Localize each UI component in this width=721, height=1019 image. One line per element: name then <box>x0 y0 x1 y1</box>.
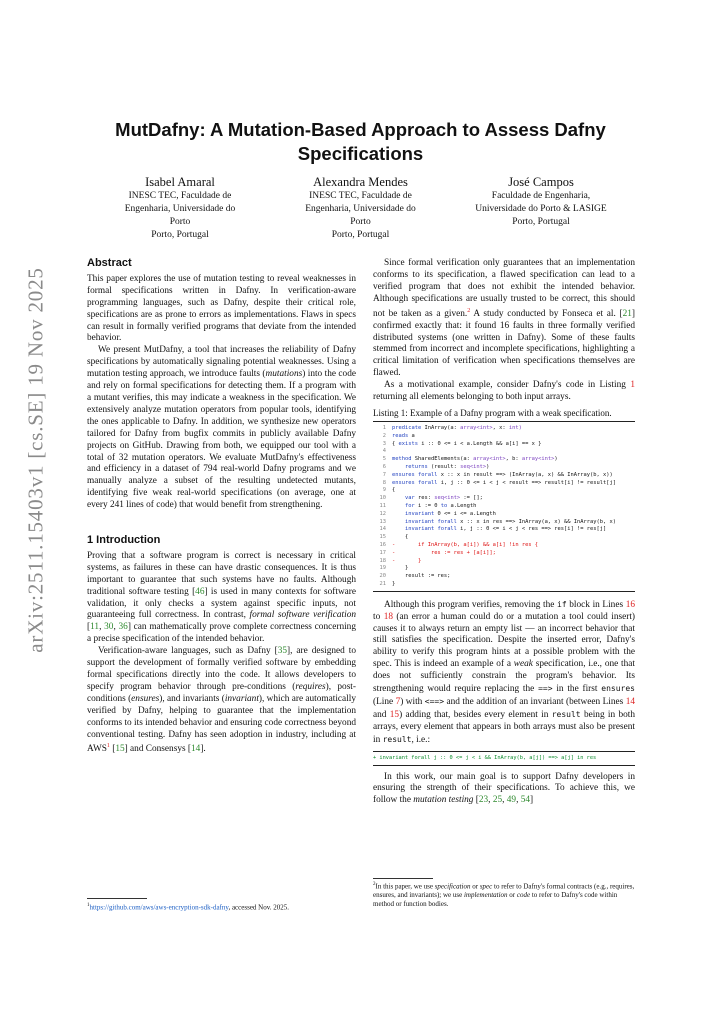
code-line-text: ensures forall x :: x in result ==> (InArray(a, x) && InArray(b, x)) <box>392 471 613 478</box>
footnote-marker[interactable]: 1 <box>106 743 110 750</box>
author-affiliation: INESC TEC, Faculdade de <box>309 191 412 201</box>
code-line <box>373 425 635 433</box>
intro-paragraph-1: Proving that a software program is correct is necessary in critical systems, as failures in these can have drastic consequences. It is thus important to guarantee that such systems have no faults. Although traditional software testing [46] is used in many contexts for software validation, it only checks a system against specific inputs, not guaranteeing full correctness. In contrast, formal software verification [11, 30, 36] can mathematically prove complete correctness concerning a precise specification of the intended behavior. <box>87 550 357 645</box>
author-affiliation: INESC TEC, Faculdade de <box>128 191 232 201</box>
code-line <box>373 503 635 511</box>
code-line-number: 6 <box>382 463 386 470</box>
code-line-number: 21 <box>379 580 386 587</box>
abstract-paragraph-2: We present MutDafny, a tool that increases the reliability of Dafny specifications by automatically signaling potential weaknesses. Using a mutation testing approach, we introduce faults (mutations) into the code and rely on formal specifications for detecting them. If a program with a mutant verifies, this may indicate a weakness in the specification. We extensively analyze mutation operators from popular tools, identifying the ones applicable to Dafny. In addition, we synthesize new operators tailored for Dafny from bugfix commits in publicly available Dafny projects on GitHub. Drawing from both, we equipped our tool with a total of 32 mutation operators. We evaluate MutDafny's effectiveness and efficiency in a dataset of 794 real-world Dafny programs and we manually analyze a subset of the resulting undetected mutants, identifying five weak real-world specifications (on average, one at every 241 lines of code) that would benefit from strengthening. <box>87 345 356 511</box>
code-line-number: 10 <box>379 495 386 502</box>
code-line <box>373 542 635 550</box>
code-line-text: ensures forall i, j :: 0 <= i < j < result ==> result[i] != result[j] <box>392 479 616 486</box>
code-line-number: 12 <box>379 510 386 517</box>
arxiv-sidebar <box>0 0 60 1019</box>
code-line-number: 9 <box>382 487 386 494</box>
right-paragraph-4: In this work, our main goal is to support Dafny developers in ensuring the strength of their specifications. To achieve this, we follow the mutation testing [23, 25, 49, 54] <box>373 771 635 806</box>
code-line <box>373 448 635 456</box>
paper-title: MutDafny: A Mutation-Based Approach to Assess Dafny Specifications <box>115 119 606 164</box>
code-line-text: } <box>392 565 409 572</box>
code-line <box>373 550 635 558</box>
author-affiliation: Porto <box>350 217 371 227</box>
citation-link[interactable]: 11 <box>90 622 100 633</box>
author-name: Alexandra Mendes <box>313 175 408 189</box>
code-line-number: 2 <box>382 432 386 439</box>
code-listing <box>373 425 635 592</box>
right-paragraph-3: Although this program verifies, removing the if block in Lines 16 to 18 (an error a human could do or a mutation a tool could insert) causes it to always return an empty list — an incorrect behavior that still satisfies the specification. Despite the inserted error, Dafny's ability to verify this program hints at a possible problem with the spec. This is indeed an example of a weak specification, i.e., one that does not sufficiently constrain the program's behavior. Its strengthening would require replacing the ==> in the first ensures (Line 7) with <==> and the addition of an invariant (between Lines 14 and 15) adding that, besides every element in result being in both arrays, every element that appears in both arrays must also be present in result, i.e.: <box>373 599 636 745</box>
citation-link[interactable]: 46 <box>195 586 205 597</box>
author-affiliation: Faculdade de Engenharia, <box>491 191 591 201</box>
code-line-text: - if InArray(b, a[i]) && a[i] !in res { <box>392 541 539 548</box>
code-line <box>373 441 635 449</box>
invariant-code-line: + invariant forall j :: 0 <= j < i && InArray(b, a[j]) ==> a[j] in res <box>373 751 635 766</box>
line-ref-link[interactable]: 18 <box>383 611 393 622</box>
code-line <box>373 480 635 488</box>
code-line <box>373 581 635 589</box>
code-line-text: invariant forall x :: x in res ==> InArray(a, x) && InArray(b, x) <box>404 518 616 525</box>
author-affiliation: Engenharia, Universidade do <box>305 204 416 214</box>
author-affiliation: Porto, Portugal <box>512 217 570 227</box>
code-line-number: 14 <box>379 526 386 533</box>
code-line-text: returns (result: seq<int>) <box>404 463 490 470</box>
abstract-paragraph-1: This paper explores the use of mutation testing to reveal weaknesses in formal specifications written in Dafny. In verification-aware programming languages, such as Dafny, despite their critical role, specifications are as prone to errors as implementations. Flaws in specs can result in formally verified programs that deviate from the intended behavior. <box>87 273 356 344</box>
author-1 <box>92 174 268 242</box>
footnote-marker[interactable]: 2 <box>467 307 471 314</box>
code-line-number: 15 <box>379 534 386 541</box>
author-3 <box>453 174 629 242</box>
citation-link[interactable]: 49 <box>506 795 517 806</box>
author-affiliation: Engenharia, Universidade do <box>124 204 236 214</box>
author-affiliation: Porto, Portugal <box>151 230 209 240</box>
code-line-text: - res := res + [a[i]]; <box>392 549 496 556</box>
footnote-url-link[interactable]: https://github.com/aws/aws-encryption-sdk-dafny <box>89 903 229 912</box>
code-line-text: predicate InArray(a: array<int>, x: int) <box>392 424 522 431</box>
code-line-number: 8 <box>382 479 386 486</box>
intro-paragraph-2: Verification-aware languages, such as Dafny [35], are designed to support the development of formally verified software by embedding formal specifications directly into the code. It allows developers to specify program behavior through pre-conditions (requires), post-conditions (ensures), and invariants (invariant), which are automatically verified by Dafny, helping to guarantee that the implementation conforms to its intended behavior and ensuring code correctness beyond conventional testing. Dafny has seen adoption in industry, including at AWS$^1$ [15] and Consensys [14]. <box>87 646 357 755</box>
code-line <box>373 565 635 573</box>
code-line-text: for i := 0 to a.Length <box>404 502 477 509</box>
code-line <box>373 456 635 464</box>
author-name: José Campos <box>508 175 574 189</box>
footnote-2: $^2$In this paper, we use specification or spec to refer to Dafny's formal contracts (e.g., requires, ensures, and invariants); we use implementation or code to refer to Dafny's code within method or function bodies. <box>373 882 635 908</box>
listing-caption: Listing 1: Example of a Dafny program with a weak specification. <box>373 407 635 422</box>
code-line-text: method SharedElements(a: array<int>, b: array<int>) <box>392 456 558 463</box>
code-line-number: 16 <box>379 541 386 548</box>
right-paragraph-2: As a motivational example, consider Dafny's code in Listing 1 returning all elements belonging to both input arrays. <box>373 380 635 403</box>
code-line-number: 18 <box>379 557 386 564</box>
author-affiliation: Porto, Portugal <box>331 230 390 240</box>
code-line-number: 13 <box>379 518 386 525</box>
citation-link[interactable]: 54 <box>520 795 531 806</box>
right-column <box>373 258 635 807</box>
code-line-number: 20 <box>379 573 386 580</box>
code-line <box>373 487 635 495</box>
code-line-text: { <box>392 487 396 494</box>
code-line <box>373 573 635 581</box>
footnote-rule <box>87 898 147 899</box>
code-line <box>373 534 635 542</box>
line-ref-link[interactable]: 16 <box>625 599 636 610</box>
code-line <box>373 526 635 534</box>
footnote-1: $^1$https://github.com/aws/aws-encryption-sdk-dafny, accessed Nov. 2025. <box>87 903 290 912</box>
author-affiliation: Porto <box>169 217 191 227</box>
footnote-rule <box>373 878 433 879</box>
citation-link[interactable]: 14 <box>191 744 201 755</box>
citation-link[interactable]: 25 <box>492 795 503 806</box>
code-line-number: 7 <box>382 471 386 478</box>
code-line-text: { <box>392 534 409 541</box>
code-line-number: 11 <box>379 502 386 509</box>
code-line <box>373 472 635 480</box>
code-line-number: 3 <box>382 440 386 447</box>
citation-link[interactable]: 23 <box>478 795 489 806</box>
code-line-number: 5 <box>382 456 386 463</box>
code-line-text: reads a <box>392 432 415 439</box>
code-line-text: invariant 0 <= i <= a.Length <box>404 510 496 517</box>
section-heading-introduction: 1 Introduction <box>87 534 161 547</box>
code-line-number: 4 <box>382 448 386 455</box>
code-line <box>373 558 635 566</box>
line-ref-link[interactable]: 15 <box>389 709 400 720</box>
left-column <box>87 258 356 756</box>
code-line-text: } <box>392 580 396 587</box>
code-line <box>373 511 635 519</box>
code-line <box>373 433 635 441</box>
author-2 <box>273 174 449 242</box>
citation-link[interactable]: 36 <box>118 622 128 633</box>
listing-ref-link[interactable]: 1 <box>630 380 635 391</box>
citation-link[interactable]: 35 <box>277 646 287 657</box>
code-line-number: 19 <box>379 565 386 572</box>
right-paragraph-1: Since formal verification only guarantees that an implementation conforms to its specification, a flawed specification can lead to a verified program that does not exhibit the intended behavior. Although specifications are usually trusted to be correct, this should not be taken as a given.$^2$ A study conducted by Fonseca et al. [21] confirmed exactly that: it found 16 faults in three formally verified distributed systems (one written in Dafny). Some of these faults stemmed from incorrect and incomplete specifications, highlighting a critical limitation of verification when specifications themselves are flawed. <box>373 258 635 379</box>
code-line <box>373 519 635 527</box>
code-line <box>373 464 635 472</box>
code-line-text: var res: seq<int> := []; <box>404 495 483 502</box>
citation-link[interactable]: 15 <box>115 744 125 755</box>
code-line-text: invariant forall i, j :: 0 <= i < j < res ==> res[i] != res[j] <box>404 526 607 533</box>
line-ref-link[interactable]: 7 <box>395 696 401 707</box>
code-line-text: result := res; <box>392 573 451 580</box>
code-line-number: 17 <box>379 549 386 556</box>
code-line-text: - } <box>392 557 422 564</box>
arxiv-identifier: arXiv:2511.15403v1 [cs.SE] 19 Nov 2025 <box>23 267 48 653</box>
abstract-heading: Abstract <box>87 257 132 269</box>
author-block <box>92 174 629 242</box>
author-name: Isabel Amaral <box>145 175 215 189</box>
line-ref-link[interactable]: 14 <box>625 696 635 707</box>
author-affiliation: Universidade do Porto & LASIGE <box>475 204 607 214</box>
code-line-number: 1 <box>382 424 386 431</box>
code-line-text: { exists i :: 0 <= i < a.Length && a[i] == x } <box>392 440 542 447</box>
citation-link[interactable]: 21 <box>622 308 632 319</box>
citation-link[interactable]: 30 <box>104 622 114 633</box>
code-line <box>373 495 635 503</box>
